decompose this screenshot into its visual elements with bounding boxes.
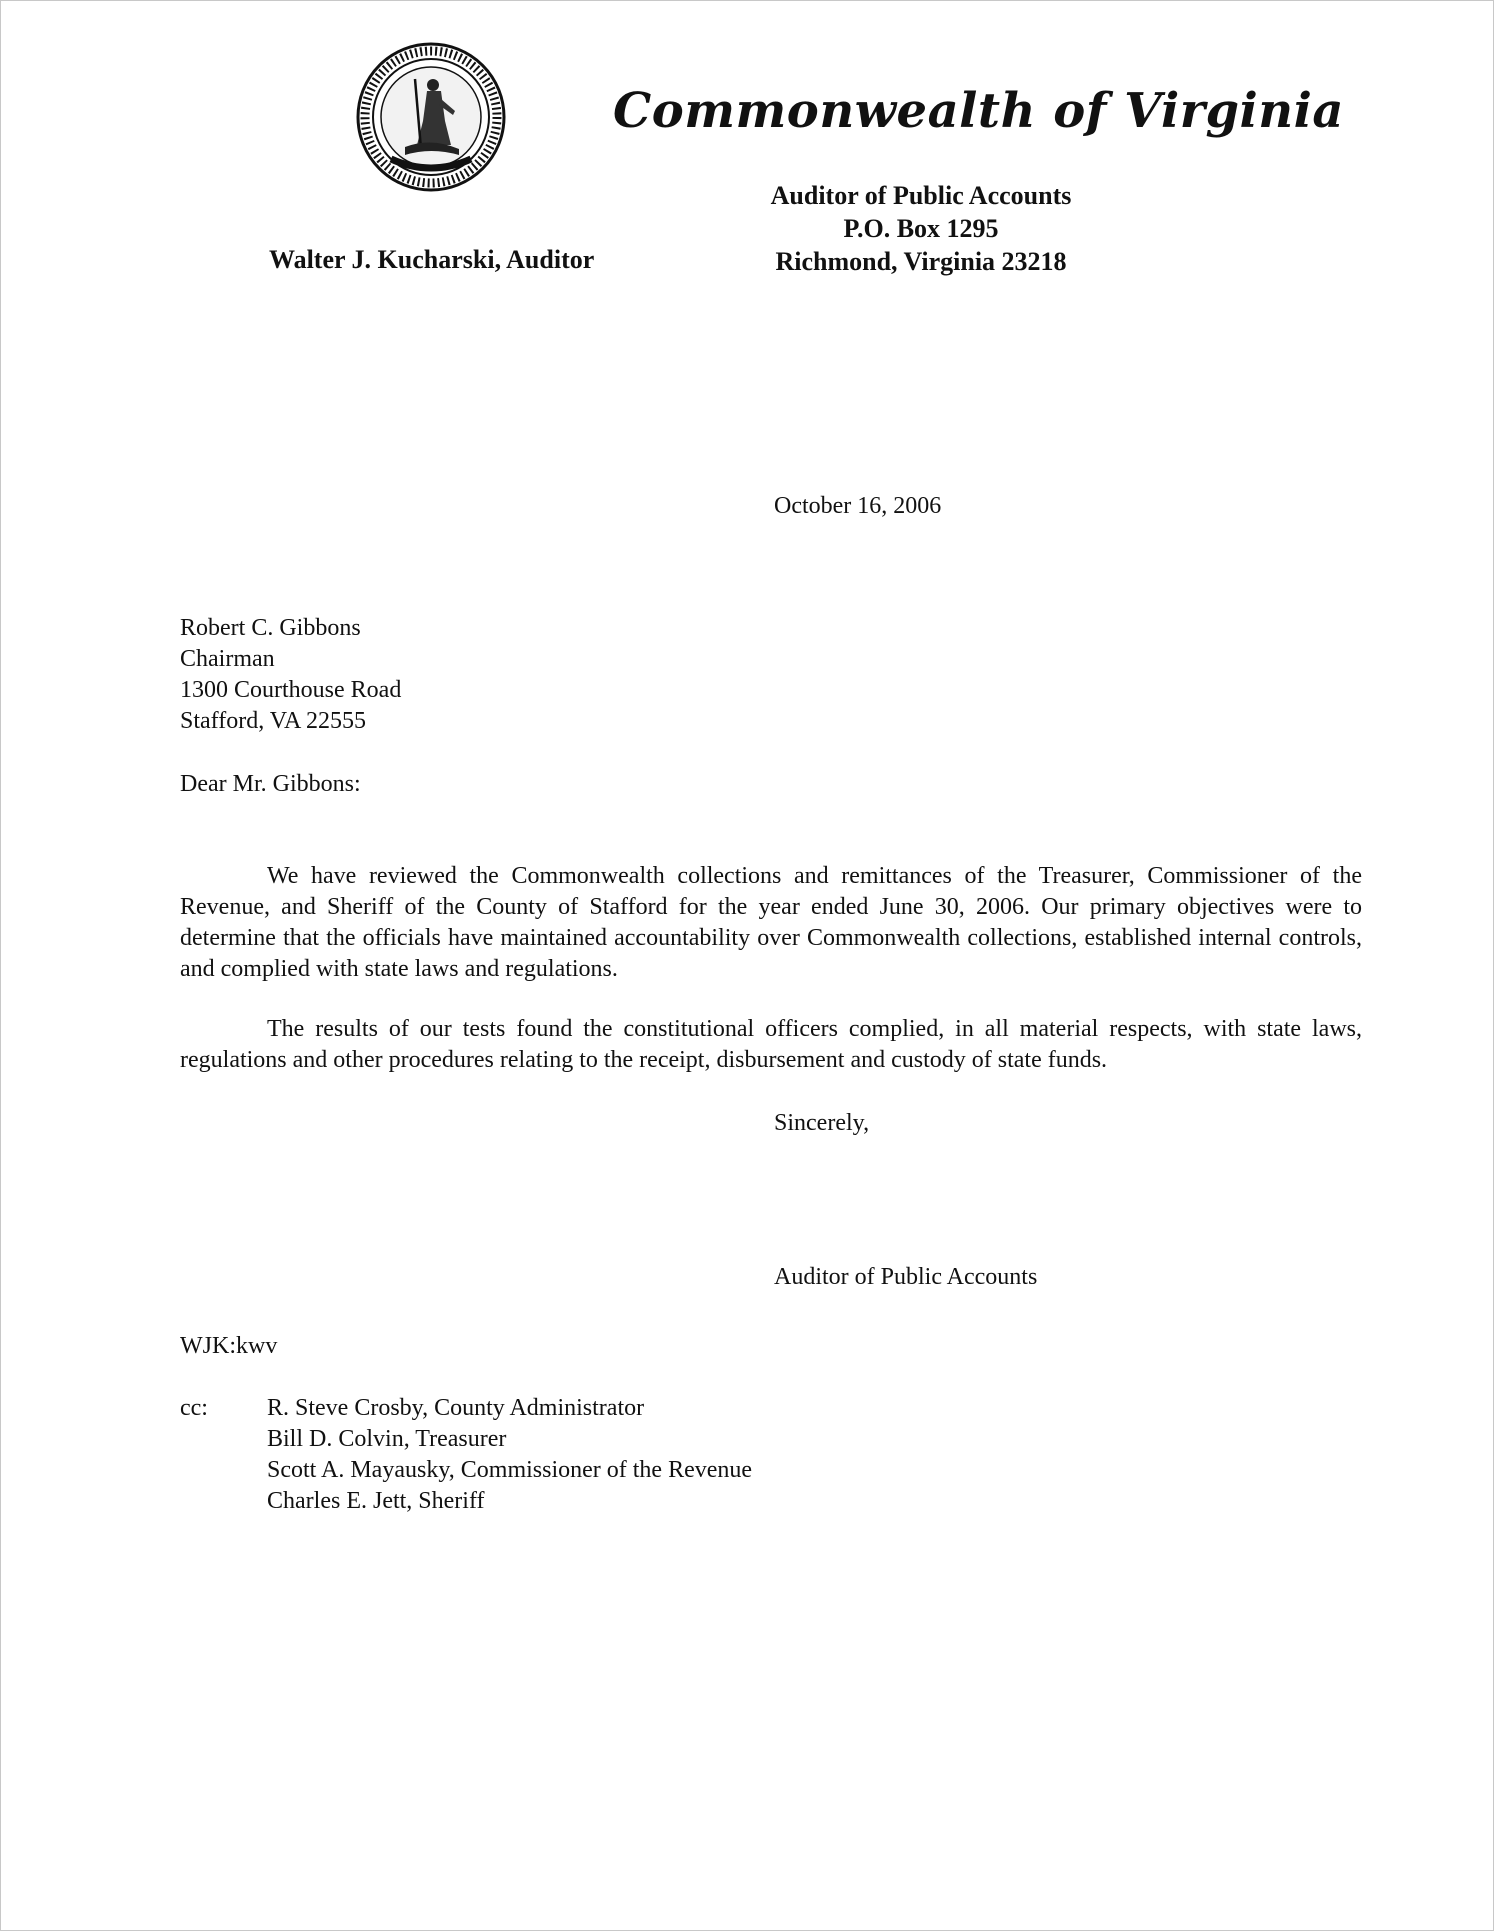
cc-item: Scott A. Mayausky, Commissioner of the Revenue <box>267 1457 753 1483</box>
recipient-street: 1300 Courthouse Road <box>180 677 402 703</box>
masthead-title: Commonwealth of Virginia <box>613 83 1345 139</box>
body-paragraph <box>180 1014 1362 1076</box>
salutation: Dear Mr. Gibbons: <box>180 771 361 797</box>
cc-list <box>267 1393 752 1517</box>
recipient-city: Stafford, VA 22555 <box>180 708 367 734</box>
cc-item: R. Steve Crosby, County Administrator <box>267 1395 645 1421</box>
virginia-state-seal-icon <box>355 41 507 193</box>
recipient-address <box>180 613 401 737</box>
body-paragraph-text: We have reviewed the Commonwealth collections and remittances of the Treasurer, Commissioner of the Revenue, and Sheriff of the County of Stafford for the year ended June 30, 2006. Our primary objectives were to determine that the officials have maintained accountability over Commonwealth collections, established internal controls, and complied with state laws and regulations. <box>180 863 1362 982</box>
office-name: Auditor of Public Accounts <box>770 181 1072 210</box>
office-address <box>701 179 1141 278</box>
office-po-box: P.O. Box 1295 <box>843 214 999 243</box>
cc-item: Bill D. Colvin, Treasurer <box>267 1426 507 1452</box>
closing: Sincerely, <box>774 1110 870 1136</box>
typist-initials: WJK:kwv <box>180 1333 278 1359</box>
recipient-title: Chairman <box>180 646 275 672</box>
recipient-name: Robert C. Gibbons <box>180 615 361 641</box>
signature-title: Auditor of Public Accounts <box>774 1264 1038 1290</box>
office-city: Richmond, Virginia 23218 <box>775 247 1067 276</box>
body-paragraph <box>180 861 1362 985</box>
body-paragraph-text: The results of our tests found the constitutional officers complied, in all material respects, with state laws, regulations and other procedures relating to the receipt, disbursement and custody of state funds. <box>180 1016 1362 1073</box>
letter-date: October 16, 2006 <box>774 493 942 519</box>
auditor-name: Walter J. Kucharski, Auditor <box>269 245 595 274</box>
cc-item: Charles E. Jett, Sheriff <box>267 1488 485 1514</box>
cc-label: cc: <box>180 1395 208 1421</box>
